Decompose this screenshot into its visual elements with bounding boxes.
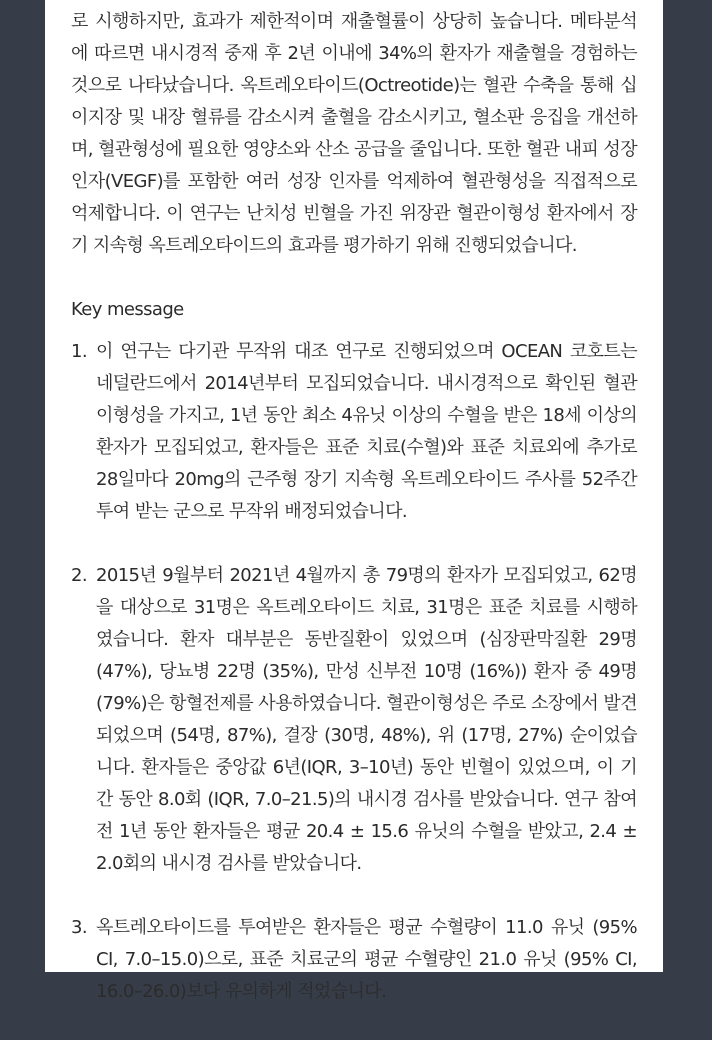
document-page <box>45 0 663 1002</box>
list-item <box>71 912 637 1008</box>
key-message-list <box>71 336 637 1008</box>
key-message-heading: Key message <box>71 299 184 320</box>
intro-paragraph: 로 시행하지만, 효과가 제한적이며 재출혈률이 상당히 높습니다. 메타분석에 따르면 내시경적 중재 후 2년 이내에 34%의 환자가 재출혈을 경험하는 것으로 나타났습니다. 옥트레오타이드(Octreotide)는 혈관 수축을 통해 십이지장 및 내장 혈류를 감소시켜 출혈을 감소시키고, 혈소판 응집을 개선하며, 혈관형성에 필요한 영양소와 산소 공급을 줄입니다. 또한 혈관 내피 성장 인자(VEGF)를 포함한 여러 성장 인자를 억제하여 혈관형성을 직접적으로 억제합니다. 이 연구는 난치성 빈혈을 가진 위장관 혈관이형성 환자에서 장기 지속형 옥트레오타이드의 효과를 평가하기 위해 진행되었습니다. <box>71 11 637 256</box>
list-item-text: 옥트레오타이드를 투여받은 환자들은 평균 수혈량이 11.0 유닛 (95% CI, 7.0–15.0)으로, 표준 치료군의 평균 수혈량인 21.0 유닛 (95% CI, 16.0–26.0)보다 유의하게 적었습니다. <box>96 917 637 1002</box>
list-item <box>71 560 637 880</box>
list-item-number: 2. <box>71 565 87 586</box>
list-item-text: 2015년 9월부터 2021년 4월까지 총 79명의 환자가 모집되었고, 62명을 대상으로 31명은 옥트레오타이드 치료, 31명은 표준 치료를 시행하였습니다. 환자 대부분은 동반질환이 있었으며 (심장판막질환 29명 (47%), 당뇨병 22명 (35%), 만성 신부전 10명 (16%)) 환자 중 49명 (79%)은 항혈전제를 사용하였습니다. 혈관이형성은 주로 소장에서 발견되었으며 (54명, 87%), 결장 (30명, 48%), 위 (17명, 27%) 순이었습니다. 환자들은 중앙값 6년(IQR, 3–10년) 동안 빈혈이 있었으며, 이 기간 동안 8.0회 (IQR, 7.0–21.5)의 내시경 검사를 받았습니다. 연구 참여 전 1년 동안 환자들은 평균 20.4 ± 15.6 유닛의 수혈을 받았고, 2.4 ± 2.0회의 내시경 검사를 받았습니다. <box>96 565 637 874</box>
list-item-text: 이 연구는 다기관 무작위 대조 연구로 진행되었으며 OCEAN 코호트는 네덜란드에서 2014년부터 모집되었습니다. 내시경적으로 확인된 혈관이형성을 가지고, 1년 동안 최소 4유닛 이상의 수혈을 받은 18세 이상의 환자가 모집되었고, 환자들은 표준 치료(수혈)와 표준 치료외에 추가로 28일마다 20mg의 근주형 장기 지속형 옥트레오타이드 주사를 52주간 투여 받는 군으로 무작위 배정되었습니다. <box>96 341 637 522</box>
list-item-number: 3. <box>71 917 87 938</box>
article-content <box>71 0 637 1040</box>
list-item-number: 1. <box>71 341 87 362</box>
list-item <box>71 336 637 528</box>
